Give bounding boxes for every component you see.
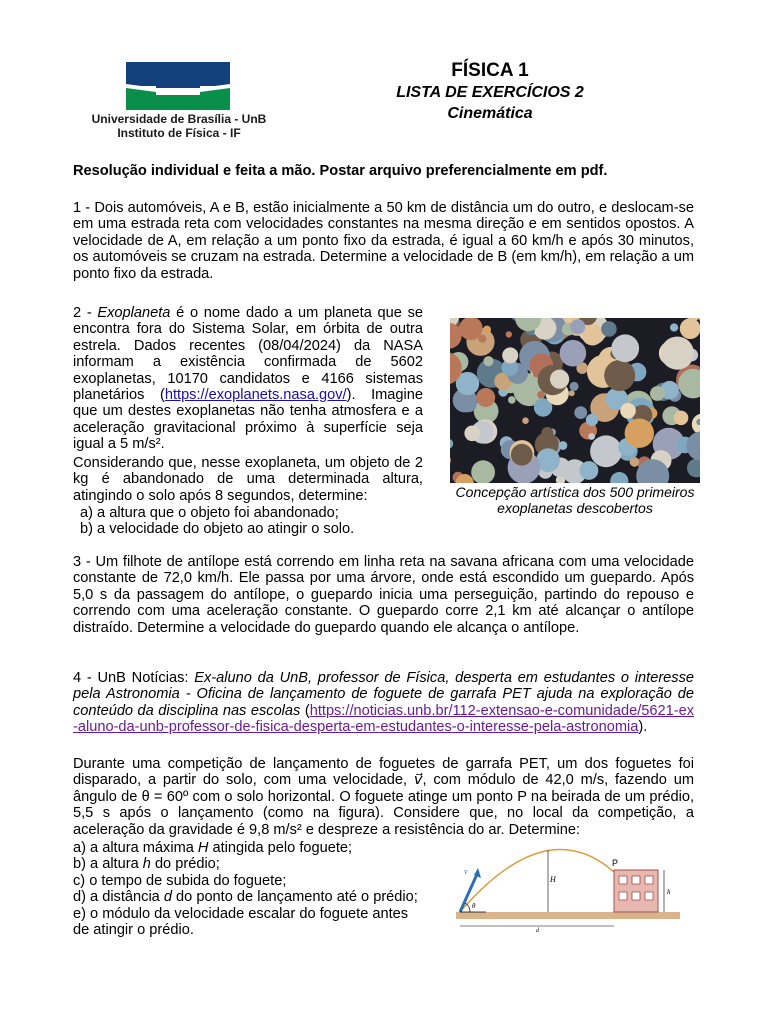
planet [550, 370, 569, 389]
planet [537, 391, 544, 398]
planet [464, 426, 480, 442]
planet [625, 419, 654, 448]
planet [506, 331, 512, 337]
planet [680, 318, 700, 339]
P-label: P [612, 858, 619, 868]
h-label: h [667, 888, 671, 896]
q4-item-a [73, 840, 443, 856]
planet [483, 356, 493, 366]
institution-block [72, 112, 286, 140]
planet [559, 441, 568, 450]
exoplanets-caption: Concepção artística dos 500 primeiros exoplanetas descobertos [455, 484, 695, 516]
planet [560, 340, 587, 367]
planet [511, 444, 533, 466]
q4-prefix: 4 - UnB Notícias: [73, 670, 195, 686]
planet [661, 337, 694, 370]
var-h: h [142, 856, 151, 873]
planet [502, 347, 518, 363]
planet [476, 388, 495, 407]
question-2 [73, 305, 423, 453]
q2-scenario: Considerando que, nesse exoplaneta, um objeto de 2 kg é abandonado de uma determinada altura, atingindo o solo após 8 segundos, determine: [73, 455, 423, 504]
unb-news-link[interactable]: https://noticias.unb.br/112-extensao-e-comunidade/5621-ex-aluno-da-unb-professor-de-fisica-desperta-em-estudantes-o-interesse-pela-astronomia [73, 702, 694, 736]
planet [471, 460, 495, 483]
planet [570, 382, 579, 391]
var-d: d [163, 889, 172, 906]
q2-item-b: b) a velocidade do objeto ao atingir o solo. [80, 521, 355, 537]
planet [620, 403, 636, 419]
instructions: Resolução individual e feita a mão. Postar arquivo preferencialmente em pdf. [73, 163, 608, 179]
planet [580, 461, 599, 480]
trajectory-curve [460, 850, 614, 913]
q2-text-a: é o nome dado a um planeta que se encontra fora do Sistema Solar, em órbita de outra estrela. Dados recentes (08/04/2024) da NASA informam a existência confirmada de 5602 exoplanetas, 10170 candidatos e 4166 sistemas planetários ( [73, 305, 423, 404]
topic-title: Cinemática [447, 105, 533, 122]
planet [522, 417, 529, 424]
title-block [380, 60, 600, 124]
q4-b-rest: do prédio; [150, 856, 220, 873]
question-3: 3 - Um filhote de antílope está correndo em linha reta na savana africana com uma velocidade constante de 72,0 km/h. Ele passa por uma árvore, onde está escondido um guepardo. Após 5,0 s da passagem do antílope, o guepardo inicia uma perseguição, partindo do repouso e correndo com uma aceleração constante. O guepardo corre 2,1 km até alcançar o antílope distraído. Determine a velocidade do guepardo quando ele alcança o antílope. [73, 554, 694, 636]
planet [590, 435, 622, 467]
q2-item-a: a) a altura que o objeto foi abandonado; [80, 505, 339, 521]
question-1: 1 - Dois automóveis, A e B, estão inicialmente a 50 km de distância um do outro, e deslocam-se em uma estrada reta com velocidades constantes na mesma direção e em sentidos opostos. A velocidade de A, em relação a um ponto fixo da estrada, é igual a 60 km/h e após 30 minutos, os automóveis se cruzam na estrada. Determine a velocidade de B (em km/h), em relação a um ponto fixo da estrada. [73, 200, 694, 282]
H-label: H [550, 875, 556, 884]
q4-d-rest: do ponto de lançamento até o prédio; [171, 889, 418, 906]
planet [588, 433, 595, 440]
q4-body-a: Durante uma competição de lançamento de foguetes de garrafa PET, um dos foguetes foi disparado, a partir do solo, com uma velocidade, [73, 756, 694, 789]
velocity-vector: v⃗ [413, 772, 423, 789]
ground [456, 912, 680, 919]
q4-paren-open: ( [300, 702, 310, 719]
course-title: FÍSICA 1 [451, 60, 529, 81]
list-title: LISTA DE EXERCÍCIOS 2 [396, 84, 584, 101]
q4-item-d [73, 889, 443, 905]
planet [674, 411, 689, 426]
planet [601, 321, 617, 337]
planet [630, 457, 640, 467]
q2-prefix: 2 - [73, 305, 98, 321]
question-4 [73, 670, 694, 736]
planet [570, 319, 585, 334]
theta-label: θ [472, 902, 476, 910]
v-label: v⃗ [464, 867, 474, 876]
planet [670, 323, 678, 331]
q4-a-rest: atingida pelo foguete; [208, 840, 353, 856]
q4-item-e: e) o módulo da velocidade escalar do foguete antes de atingir o prédio. [73, 905, 409, 939]
q4-body-b: , com módulo de 42,0 m/s, fazendo um ângulo de θ = 60º com o solo horizontal. O foguete atinge um ponto P na beirada de um prédio, 5,5 s após o lançamento (como na figura). Considere que, no local da competição, a aceleração da gravidade é 9,8 m/s² e despreze a resistência do ar. Determine: [73, 772, 694, 838]
planet [611, 334, 639, 362]
planet [460, 396, 477, 413]
q4-item-c: c) o tempo de subida do foguete; [73, 872, 287, 889]
planet [574, 406, 587, 419]
d-label: d [536, 928, 539, 934]
q4-item-b [73, 856, 443, 872]
q4-b-text: b) a altura [73, 856, 143, 873]
nasa-link[interactable]: https://exoplanets.nasa.gov/ [164, 387, 347, 404]
q2-text-b: ). Imagine que um destes exoplanetas não tenha atmosfera e a aceleração gravitacional próximo à superfície seja igual a 5 m/s². [73, 387, 423, 453]
q4-items [73, 840, 443, 938]
exoplanets-image [450, 318, 700, 483]
planet [569, 390, 575, 396]
planet [478, 335, 486, 343]
q2-term: Exoplaneta [97, 305, 171, 321]
q4-a-text: a) a altura máxima [73, 840, 198, 856]
university-name: Universidade de Brasília - UnB [91, 112, 267, 126]
planet [604, 360, 635, 391]
q4-headline: Ex-aluno da UnB, professor de Física, desperta em estudantes o interesse pela Astronomia - Oficina de lançamento de foguete de garrafa PET ajuda na exploração de conteúdo da disciplina nas escolas [73, 670, 695, 719]
planet [508, 396, 516, 404]
q4-body [73, 756, 694, 838]
q4-paren-close: ). [638, 719, 648, 736]
unb-logo [126, 62, 230, 110]
rocket-trajectory-diagram [456, 842, 680, 934]
planet [586, 414, 598, 426]
institute-name: Instituto de Física - IF [117, 126, 241, 140]
var-H: H [197, 840, 209, 856]
planet [483, 326, 491, 334]
q4-d-text: d) a distância [73, 889, 164, 906]
planet [650, 386, 665, 401]
